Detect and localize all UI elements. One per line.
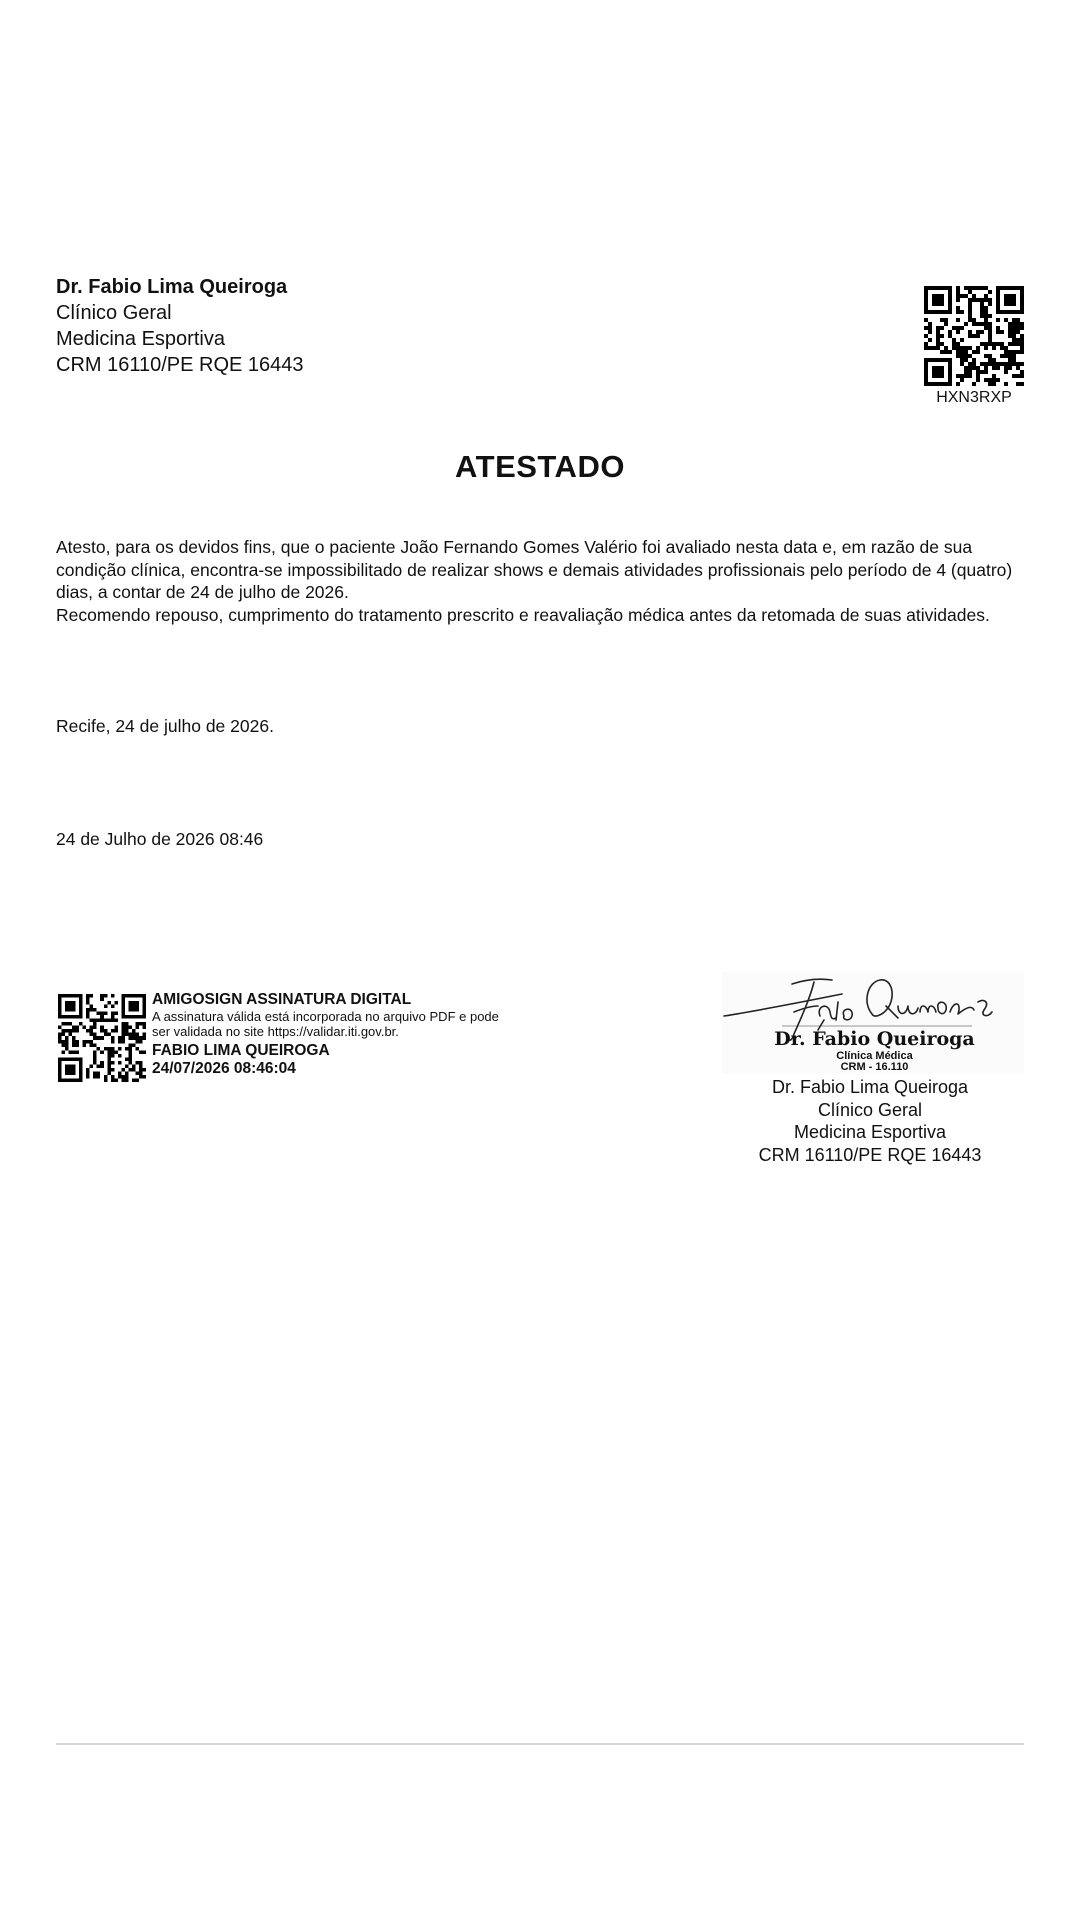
qr-code-label: HXN3RXP: [936, 389, 1012, 406]
digital-signature-signer: FABIO LIMA QUEIROGA: [152, 1042, 330, 1059]
signature-doctor-name: Dr. Fabio Lima Queiroga: [771, 1077, 969, 1097]
stamp-name: Dr. Fabio Queiroga: [774, 1028, 975, 1050]
qr-code-icon: [924, 286, 1024, 386]
doctor-header: [56, 274, 304, 378]
document-title: ATESTADO: [455, 449, 625, 484]
stamp-registration: CRM - 16.110: [840, 1061, 909, 1073]
digital-signature-title: AMIGOSIGN ASSINATURA DIGITAL: [152, 991, 412, 1008]
document-body: [56, 536, 1026, 626]
body-paragraph-1: Atesto, para os devidos fins, que o paciente João Fernando Gomes Valério foi avaliado nesta data e, em razão de sua condição clínica, encontra-se impossibilitado de realizar shows e demais atividades profissionais pelo período de 4 (quatro) dias, a contar de 24 de julho de 2026.: [56, 537, 1013, 602]
body-paragraph-2: Recomendo repouso, cumprimento do tratamento prescrito e reavaliação médica antes da retomada de suas atividades.: [56, 604, 990, 625]
doctor-specialty-1: Clínico Geral: [56, 302, 172, 324]
doctor-registration: CRM 16110/PE RQE 16443: [56, 354, 304, 376]
place-date: Recife, 24 de julho de 2026.: [56, 716, 274, 736]
digital-signature-note-1: A assinatura válida está incorporada no arquivo PDF e pode: [152, 1009, 499, 1024]
signature-doctor-specialty-1: Clínico Geral: [817, 1099, 923, 1120]
signature-stamp: [722, 972, 1024, 1074]
digital-signature-block: [152, 991, 572, 1078]
digital-signature-date: 24/07/2026 08:46:04: [152, 1060, 296, 1077]
signature-doctor-block: [720, 1076, 1020, 1166]
footer-divider: [56, 1743, 1024, 1745]
stamp-specialty: Clínica Médica: [836, 1050, 913, 1062]
signature-qr-code-icon: [58, 994, 146, 1082]
issue-timestamp: 24 de Julho de 2026 08:46: [56, 829, 264, 849]
signature-doctor-specialty-2: Medicina Esportiva: [793, 1122, 947, 1142]
doctor-name: Dr. Fabio Lima Queiroga: [56, 276, 288, 298]
signature-doctor-registration: CRM 16110/PE RQE 16443: [758, 1144, 982, 1165]
doctor-specialty-2: Medicina Esportiva: [56, 328, 225, 350]
digital-signature-note-2: ser validada no site https://validar.iti.gov.br.: [152, 1024, 399, 1039]
